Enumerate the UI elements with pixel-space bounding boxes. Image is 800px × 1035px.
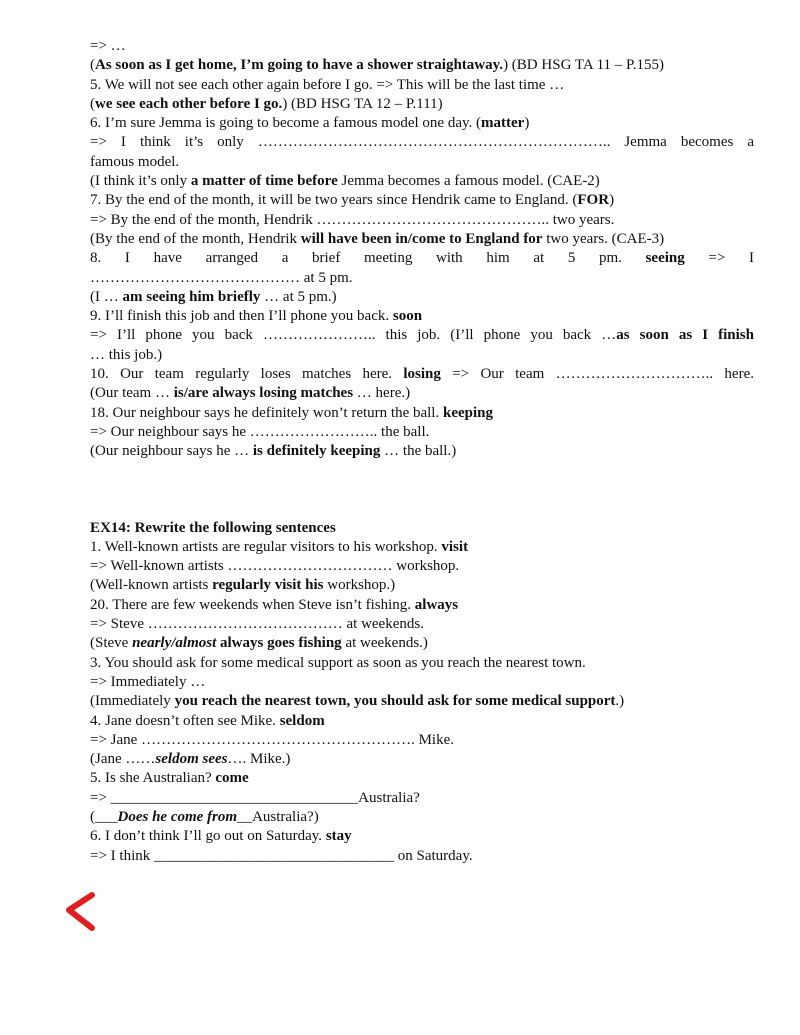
text-run: 9. I’ll finish this job and then I’ll phone you back. — [90, 308, 393, 325]
text-line — [90, 519, 754, 538]
emphasized-text: is/are always losing matches — [173, 385, 354, 402]
text-run: 3. You should ask for some medical support as soon as you reach the nearest town. — [90, 654, 586, 671]
emphasized-text: nearly/almost — [132, 635, 217, 652]
emphasized-text: seeing — [645, 250, 685, 267]
emphasized-text: seldom — [279, 712, 325, 729]
text-run: (Our neighbour says he … — [90, 443, 253, 460]
emphasized-text: losing — [403, 366, 441, 383]
text-run: => … — [90, 38, 126, 54]
text-line — [90, 384, 754, 403]
text-run: ( — [90, 95, 95, 112]
text-line — [90, 731, 754, 750]
text-line — [90, 596, 754, 615]
text-run: (Our team … — [90, 385, 174, 402]
text-run: ) (BD HSG TA 11 – P.155) — [503, 57, 664, 74]
text-line — [90, 230, 754, 249]
text-line — [90, 750, 754, 769]
text-line — [90, 423, 754, 442]
text-line — [90, 789, 754, 808]
text-line — [90, 114, 754, 133]
text-line — [90, 654, 754, 673]
text-run: (___ — [90, 808, 118, 825]
text-line — [90, 211, 754, 230]
emphasized-text: EX14: Rewrite the following sentences — [90, 519, 336, 536]
text-run: => By the end of the month, Hendrik ……………………………………….. two years. — [90, 211, 615, 228]
text-run: 8. I have arranged a brief meeting with him at 5 pm. — [90, 250, 646, 267]
text-run: …. Mike.) — [227, 751, 291, 768]
text-line — [90, 576, 754, 595]
text-run: 6. I’m sure Jemma is going to become a famous model one day. ( — [90, 115, 482, 132]
text-line — [90, 326, 754, 345]
text-run: => Our team ………………………….. here. — [440, 366, 754, 383]
text-line — [90, 133, 754, 152]
text-line — [90, 249, 754, 268]
emphasized-text: we see each other before I go. — [95, 95, 283, 112]
text-run: … this job.) — [90, 346, 163, 363]
text-line — [90, 634, 754, 653]
text-run: 18. Our neighbour says he definitely won’t return the ball. — [90, 404, 443, 421]
emphasized-text: regularly visit his — [212, 577, 324, 594]
text-run: … the ball.) — [380, 443, 457, 460]
emphasized-text: will have been in/come to England for — [300, 230, 543, 247]
emphasized-text: Does he come from — [117, 808, 238, 825]
emphasized-text: As soon as I get home, I’m going to have a shower straightaway. — [95, 57, 504, 74]
emphasized-text: soon — [392, 308, 423, 325]
text-line — [90, 557, 754, 576]
text-run: (I think it’s only — [90, 173, 191, 190]
text-line — [90, 808, 754, 827]
text-run: 1. Well-known artists are regular visitors to his workshop. — [90, 538, 442, 555]
emphasized-text: is definitely keeping — [252, 443, 381, 460]
text-run: => I — [684, 250, 754, 267]
text-run: 10. Our team regularly loses matches here. — [90, 366, 404, 383]
text-run: 6. I don’t think I’ll go out on Saturday. — [90, 828, 326, 845]
emphasized-text: stay — [325, 828, 352, 845]
text-run: 5. Is she Australian? — [90, 770, 216, 787]
text-run: at weekends.) — [341, 635, 428, 652]
text-line — [90, 615, 754, 634]
text-run: (I … — [90, 288, 123, 305]
text-run: … at 5 pm.) — [260, 288, 337, 305]
emphasized-text: you reach the nearest town, you should ask for some medical support — [174, 693, 616, 710]
text-run: => Steve ………………………………… at weekends. — [90, 616, 424, 633]
document-page — [90, 37, 754, 866]
text-line — [90, 288, 754, 307]
text-run: => Well-known artists …………………………… workshop. — [90, 558, 460, 575]
text-line — [90, 692, 754, 711]
text-run: 4. Jane doesn’t often see Mike. — [90, 712, 280, 729]
text-run: ) (BD HSG TA 12 – P.111) — [282, 95, 443, 112]
text-run: (Immediately — [90, 693, 175, 710]
text-run: __Australia?) — [237, 808, 319, 825]
text-run: famous model. — [90, 153, 180, 170]
text-line — [90, 827, 754, 846]
red-chevron-left-icon — [62, 892, 98, 932]
text-run: => _________________________________Australia? — [90, 789, 420, 806]
text-run: ) — [609, 192, 615, 209]
text-run: ) — [524, 115, 530, 132]
text-run: => I think ________________________________ on Saturday. — [90, 847, 473, 864]
text-run: ( — [90, 57, 95, 74]
text-line — [90, 191, 754, 210]
text-run: => Immediately … — [90, 673, 206, 690]
text-line — [90, 769, 754, 788]
emphasized-text: FOR — [577, 192, 610, 209]
text-line — [90, 442, 754, 461]
text-run: (Well-known artists — [90, 577, 213, 594]
text-run: => Our neighbour says he …………………….. the ball. — [90, 423, 430, 440]
text-run: 5. We will not see each other again before I go. => This will be the last time … — [90, 76, 565, 93]
text-line — [90, 56, 754, 75]
text-line — [90, 847, 754, 866]
emphasized-text: a matter of time before — [190, 173, 338, 190]
emphasized-text: keeping — [442, 404, 493, 421]
text-line — [90, 307, 754, 326]
emphasized-text: always goes fishing — [216, 635, 342, 652]
emphasized-text: come — [215, 770, 249, 787]
text-run: 20. There are few weekends when Steve isn’t fishing. — [90, 596, 415, 613]
text-run: (Steve — [90, 635, 133, 652]
text-run: Jemma becomes a famous model. (CAE-2) — [337, 173, 600, 190]
text-line — [90, 153, 754, 172]
emphasized-text: always — [414, 596, 459, 613]
text-run: …………………………………… at 5 pm. — [90, 269, 353, 286]
text-line — [90, 172, 754, 191]
section-gap — [90, 462, 754, 519]
text-run: => I’ll phone you back ………………….. this job. (I’ll phone you back … — [90, 327, 617, 344]
text-line — [90, 538, 754, 557]
emphasized-text: seldom sees — [155, 751, 228, 768]
text-run: (By the end of the month, Hendrik — [90, 230, 301, 247]
text-line — [90, 404, 754, 423]
text-line — [90, 712, 754, 731]
text-line — [90, 95, 754, 114]
emphasized-text: am seeing him briefly — [122, 288, 261, 305]
text-run: workshop.) — [323, 577, 396, 594]
text-line — [90, 346, 754, 365]
emphasized-text: as soon as I finish — [616, 327, 754, 344]
text-line — [90, 269, 754, 288]
text-run: .) — [615, 693, 625, 710]
text-line — [90, 365, 754, 384]
text-line — [90, 76, 754, 95]
text-run: (Jane …… — [90, 751, 156, 768]
text-line — [90, 37, 754, 56]
text-run: … here.) — [353, 385, 411, 402]
text-run: two years. (CAE-3) — [542, 230, 665, 247]
emphasized-text: matter — [481, 115, 525, 132]
text-run: 7. By the end of the month, it will be two years since Hendrik came to England. ( — [90, 192, 578, 209]
text-run: => Jane ………………………………………………. Mike. — [90, 731, 454, 748]
text-run: => I think it’s only …………………………………………………………….. Jemma becomes a — [90, 134, 754, 151]
text-line — [90, 673, 754, 692]
emphasized-text: visit — [441, 538, 469, 555]
